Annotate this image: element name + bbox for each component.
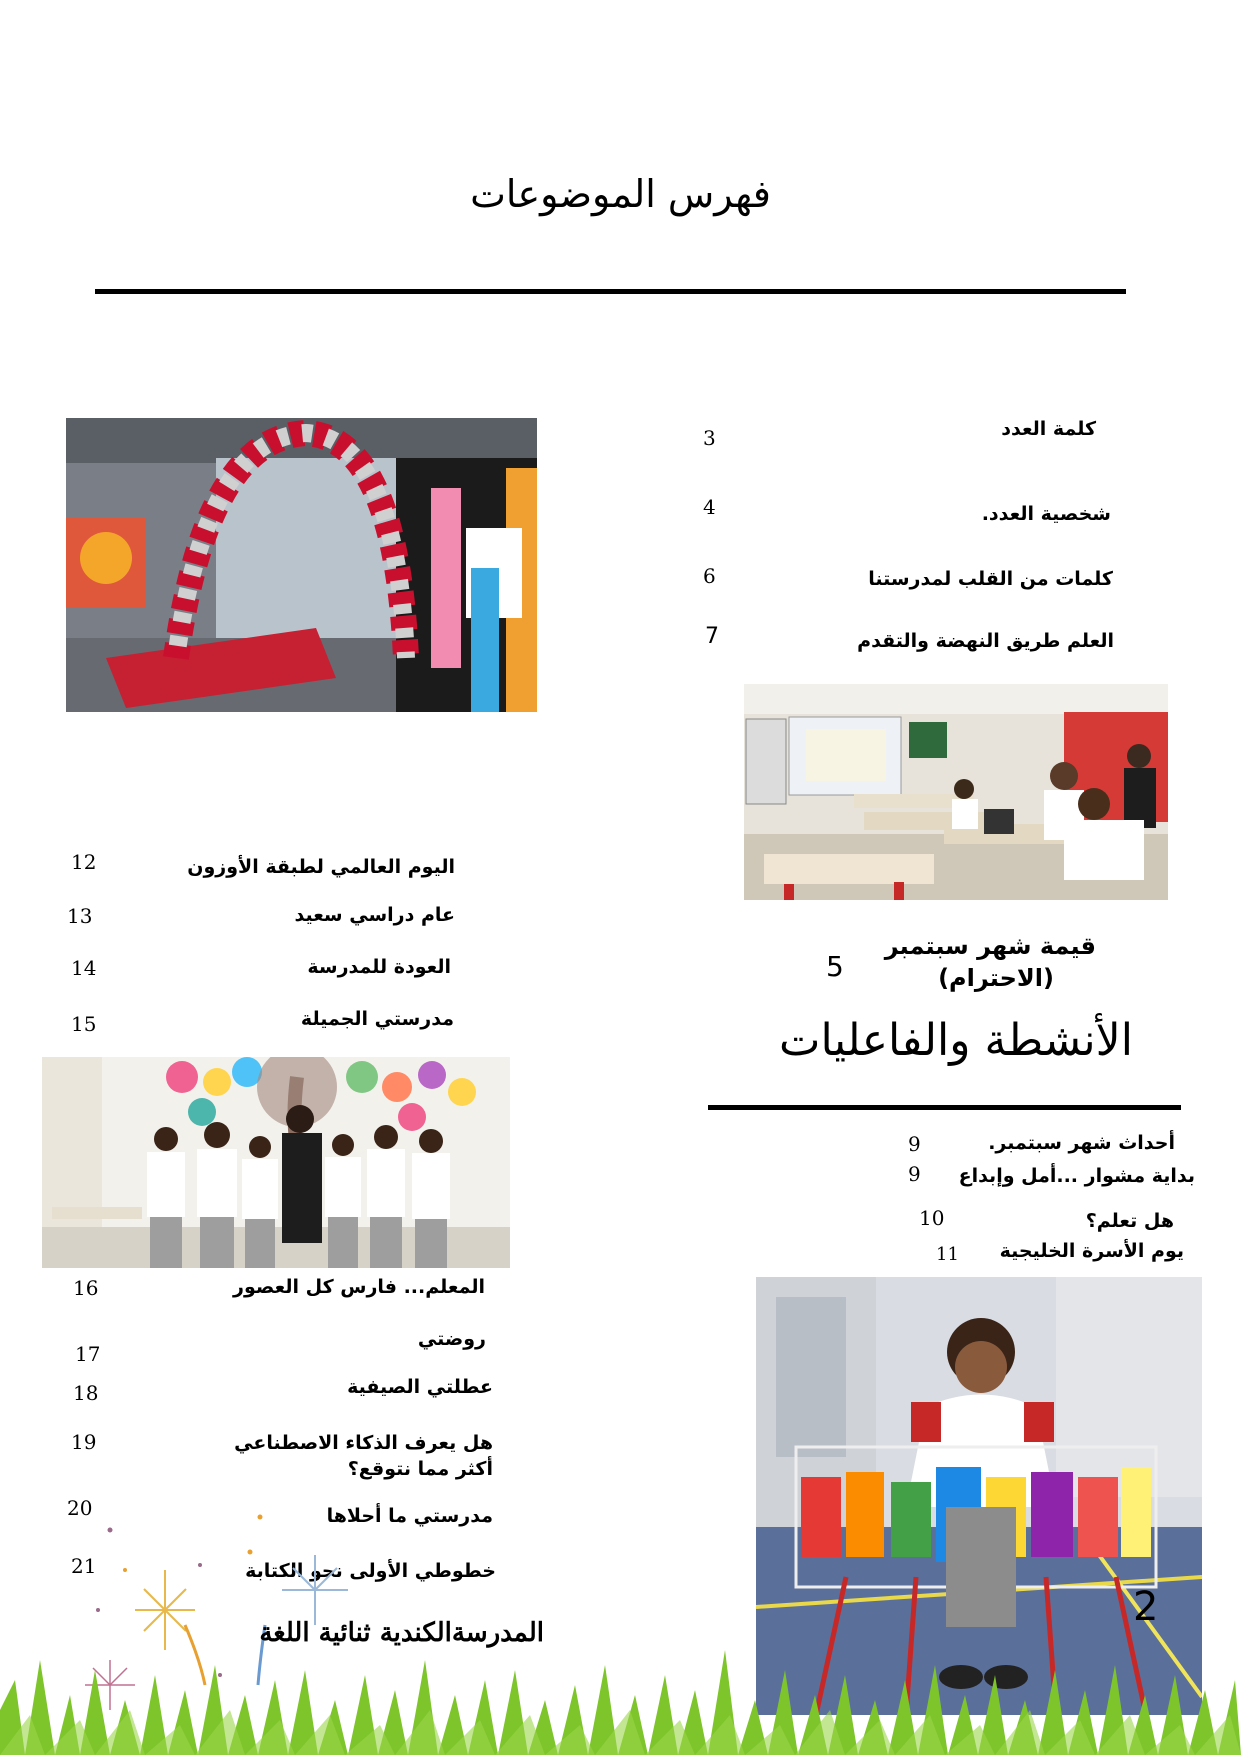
toc-item-lovely-school: مدرستي ما أحلاها: [326, 1505, 493, 1527]
toc-page-19: 19: [71, 1430, 97, 1454]
title-divider: [95, 289, 1126, 294]
toc-page-4: 4: [703, 495, 716, 519]
toc-item-ai-question: [234, 1430, 493, 1482]
toc-page-18: 18: [73, 1381, 99, 1405]
activities-divider: [708, 1105, 1181, 1110]
toc-page-3: 3: [703, 426, 716, 450]
toc-item-issue-word: كلمة العدد: [1001, 418, 1096, 440]
activities-item-september-events: أحداث شهر سبتمبر.: [988, 1132, 1175, 1154]
value-of-month-line1: قيمة شهر سبتمبر: [884, 932, 1096, 960]
toc-page-17: 17: [75, 1342, 101, 1366]
toc-item-heart-words: كلمات من القلب لمدرستنا: [868, 568, 1113, 590]
grass-decoration: [0, 1640, 1241, 1755]
value-of-month-line2: (الاحترام): [938, 964, 1054, 992]
classroom-photo: [744, 684, 1168, 900]
toc-page-6: 6: [703, 564, 716, 588]
students-group-photo: [42, 1057, 510, 1268]
toc-page-7: 7: [705, 624, 719, 649]
activities-heading: الأنشطة والفاعليات: [779, 1015, 1133, 1066]
toc-item-teacher-knight: المعلم... فارس كل العصور: [233, 1276, 485, 1298]
toc-page-13: 13: [67, 904, 93, 928]
toc-page-15: 15: [71, 1012, 97, 1036]
toc-item-ozone-day: اليوم العالمي لطبقة الأوزون: [187, 856, 455, 878]
activities-page-10: 10: [919, 1206, 945, 1230]
toc-item-back-to-school: العودة للمدرسة: [307, 956, 451, 978]
value-of-month-title: [884, 930, 1096, 994]
toc-item-ai-question-line2: أكثر مما نتوقع؟: [347, 1458, 493, 1480]
toc-item-my-kindergarten: روضتي: [417, 1328, 486, 1350]
activities-item-did-you-know: هل تعلم؟: [1085, 1210, 1174, 1232]
toc-item-ai-question-line1: هل يعرف الذكاء الاصطناعي: [234, 1432, 493, 1454]
toc-page-21: 21: [71, 1554, 97, 1578]
toc-item-issue-personality: شخصية العدد.: [981, 503, 1111, 525]
activities-item-gulf-family-day: يوم الأسرة الخليجية: [999, 1240, 1184, 1262]
page-number: 2: [1133, 1584, 1159, 1630]
toc-page-12: 12: [71, 850, 97, 874]
toc-item-happy-school-year: عام دراسي سعيد: [294, 904, 455, 926]
toc-page-14: 14: [71, 956, 97, 980]
activities-item-journey-start: بداية مشوار ...أمل وإبداع: [958, 1165, 1195, 1187]
school-name: المدرسةالكندية ثنائية اللغة: [259, 1618, 544, 1648]
activities-page-9b: 9: [908, 1162, 921, 1186]
toc-item-beautiful-school: مدرستي الجميلة: [300, 1008, 454, 1030]
back-to-school-photo: [66, 418, 537, 712]
toc-page-16: 16: [73, 1276, 99, 1300]
toc-item-summer-vacation: عطلتي الصيفية: [347, 1376, 493, 1398]
toc-item-science-path: العلم طريق النهضة والتقدم: [857, 630, 1114, 652]
toc-item-first-writing-steps: خطوطي الأولى نحو الكتابة: [245, 1560, 496, 1582]
activities-page-11: 11: [936, 1244, 959, 1265]
toc-page-20: 20: [67, 1496, 93, 1520]
toc-page-5: 5: [826, 950, 844, 983]
activities-page-9a: 9: [908, 1132, 921, 1156]
page-title: فهرس الموضوعات: [470, 172, 771, 216]
